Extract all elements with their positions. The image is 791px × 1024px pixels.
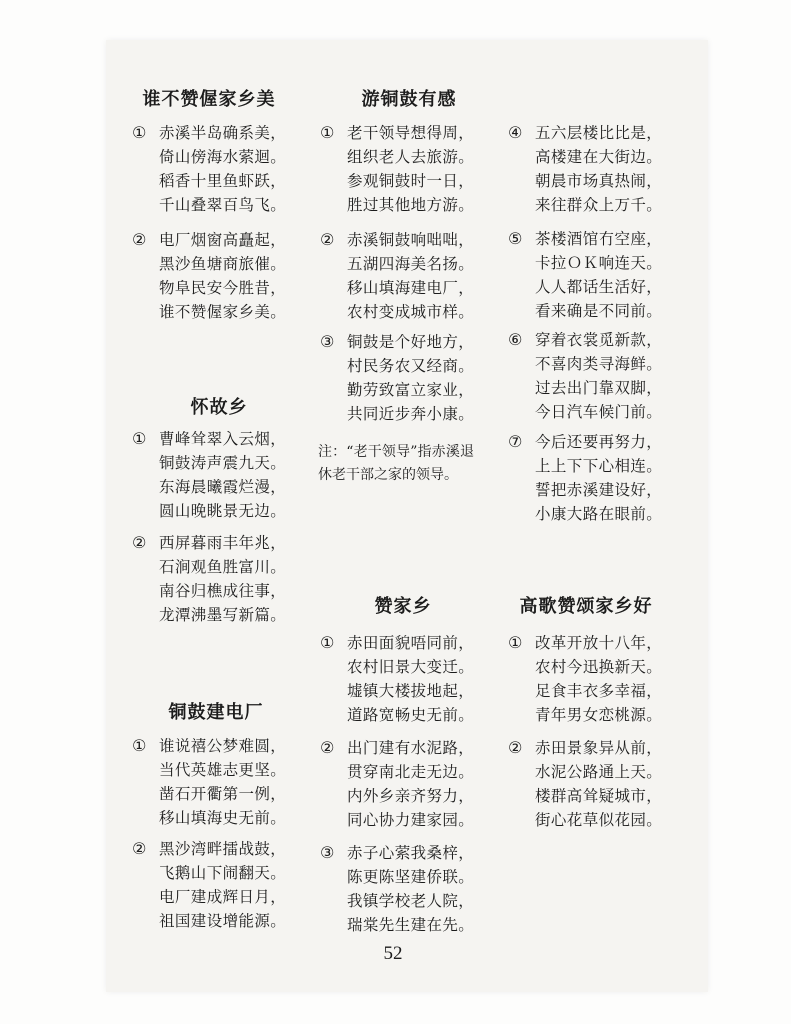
poem-title: 怀故乡 [190,397,248,418]
stanza [508,736,662,832]
verse-line: 出门建有水泥路， [347,739,475,757]
verse-line: 当代英雄志更坚。 [159,761,287,779]
verse-line: 小康大路在眼前。 [535,505,663,523]
verse-line: 铜鼓是个好地方， [347,333,475,351]
verse-line: 南谷归樵成往事， [159,582,287,600]
verse-line: 圆山晚眺景无边。 [159,502,287,520]
verse-line: 过去出门靠双脚， [535,379,663,397]
stanza [132,734,286,830]
verse-line: 水泥公路通上天。 [535,763,663,781]
stanza-number: ① [132,736,147,755]
verse-line: 共同近步奔小康。 [347,405,475,423]
verse-line: 赤田景象异从前， [535,739,663,757]
verse-line: 组织老人去旅游。 [347,148,475,166]
verse-line: 稻香十里鱼虾跃， [159,172,287,190]
stanza-number: ② [508,738,523,757]
verse-line: 谁说禧公梦难圆， [159,737,287,755]
verse-line: 街心花草似花园。 [535,811,663,829]
stanza [508,227,662,323]
verse-line: 胜过其他地方游。 [347,196,475,214]
verse-line: 石涧观鱼胜富川。 [159,558,287,576]
verse-line: 不喜肉类寻海鲜。 [535,355,663,373]
stanza-number: ⑥ [508,330,523,349]
stanza [320,736,474,832]
stanza-number: ② [320,738,335,757]
verse-line: 移山填海建电厂， [347,279,475,297]
verse-line: 来往群众上万千。 [535,196,663,214]
stanza [320,121,474,217]
verse-line: 龙潭沸墨写新篇。 [159,606,287,624]
verse-line: 赤溪铜鼓响咄咄， [347,231,475,249]
stanza [132,837,286,933]
verse-line: 村民务农又经商。 [347,357,475,375]
verse-line: 高楼建在大街边。 [535,148,663,166]
poem-title: 游铜鼓有感 [361,89,457,110]
verse-line: 铜鼓涛声震九天。 [159,454,287,472]
verse-line: 陈更陈坚建侨联。 [347,868,475,886]
page-number: 52 [383,943,403,964]
stanza-number: ① [320,633,335,652]
verse-line: 人人都话生活好， [535,278,663,296]
verse-line: 今后还要再努力， [535,433,663,451]
verse-line: 誓把赤溪建设好， [535,481,663,499]
verse-line: 祖国建设增能源。 [159,912,287,930]
stanza [508,631,662,727]
stanza-number: ① [132,429,147,448]
stanza-number: ⑦ [508,432,523,451]
verse-line: 飞鹅山下闹翻天。 [159,864,287,882]
footnote: 注：“老干领导”指赤溪退休老干部之家的领导。 [318,444,474,483]
stanza-number: ④ [508,123,523,142]
verse-line: 瑞棠先生建在先。 [347,916,475,934]
stanza [132,121,286,217]
verse-line: 赤子心萦我桑梓， [347,844,475,862]
verse-line: 电厂烟窗高矗起， [159,231,287,249]
stanza-number: ① [320,123,335,142]
verse-line: 赤溪半岛确系美， [159,124,287,142]
stanza [320,228,474,324]
stanza [320,330,474,426]
verse-line: 茶楼酒馆冇空座， [535,230,663,248]
verse-line: 老干领导想得周， [347,124,475,142]
stanza [132,228,286,324]
verse-line: 东海晨曦霞烂漫， [159,478,287,496]
verse-line: 五湖四海美名扬。 [347,255,475,273]
verse-line: 朝晨市场真热闹， [535,172,663,190]
poem-title: 赞家乡 [374,596,432,617]
verse-line: 西屏暮雨丰年兆， [159,534,287,552]
verse-line: 墟镇大楼拔地起， [347,682,475,700]
verse-line: 青年男女恋桃源。 [535,706,663,724]
verse-line: 农村变成城市样。 [347,303,475,321]
stanza-number: ① [132,123,147,142]
stanza-number: ⑤ [508,229,523,248]
verse-line: 穿着衣裳觅新款， [535,331,663,349]
verse-line: 改革开放十八年， [535,634,663,652]
verse-line: 黑沙湾畔擂战鼓， [159,840,287,858]
stanza-number: ② [132,839,147,858]
verse-line: 同心协力建家园。 [347,811,475,829]
verse-line: 贯穿南北走无边。 [347,763,475,781]
stanza [320,841,474,937]
verse-line: 凿石开衢第一例， [159,785,287,803]
verse-line: 足食丰衣多幸福， [535,682,663,700]
verse-line: 内外乡亲齐努力， [347,787,475,805]
verse-line: 我镇学校老人院， [347,892,475,910]
verse-line: 看来确是不同前。 [535,302,663,320]
poem-title: 铜鼓建电厂 [168,702,264,723]
verse-line: 千山叠翠百鸟飞。 [159,196,287,214]
verse-line: 黑沙鱼塘商旅催。 [159,255,287,273]
stanza-number: ② [132,230,147,249]
stanza-number: ② [132,533,147,552]
verse-line: 电厂建成辉日月， [159,888,287,906]
stanza [132,427,286,523]
verse-line: 楼群高耸疑城市， [535,787,663,805]
stanza [132,531,286,627]
verse-line: 卡拉ＯＫ响连天。 [535,254,663,272]
verse-line: 五六层楼比比是， [535,124,663,142]
verse-line: 倚山傍海水萦迴。 [159,148,287,166]
verse-line: 移山填海史无前。 [159,809,287,827]
stanza-number: ③ [320,332,335,351]
stanza [320,631,474,727]
stanza-number: ③ [320,843,335,862]
stanza [508,121,662,217]
stanza [508,430,662,526]
verse-line: 赤田面貌唔同前， [347,634,475,652]
verse-line: 谁不赞偓家乡美。 [159,303,287,321]
poem-title: 高歌赞颂家乡好 [519,596,653,617]
stanza [508,328,662,424]
poem-title: 谁不赞偓家乡美 [142,89,276,110]
verse-line: 曹峰耸翠入云烟， [159,430,287,448]
verse-line: 参观铜鼓时一日， [347,172,475,190]
verse-line: 上上下下心相连。 [535,457,663,475]
stanza-number: ① [508,633,523,652]
verse-line: 农村今迅换新天。 [535,658,663,676]
verse-line: 道路宽畅史无前。 [347,706,475,724]
verse-line: 勤劳致富立家业， [347,381,475,399]
verse-line: 物阜民安今胜昔， [159,279,287,297]
stanza-number: ② [320,230,335,249]
verse-line: 农村旧景大变迁。 [347,658,475,676]
verse-line: 今日汽车候门前。 [535,403,663,421]
